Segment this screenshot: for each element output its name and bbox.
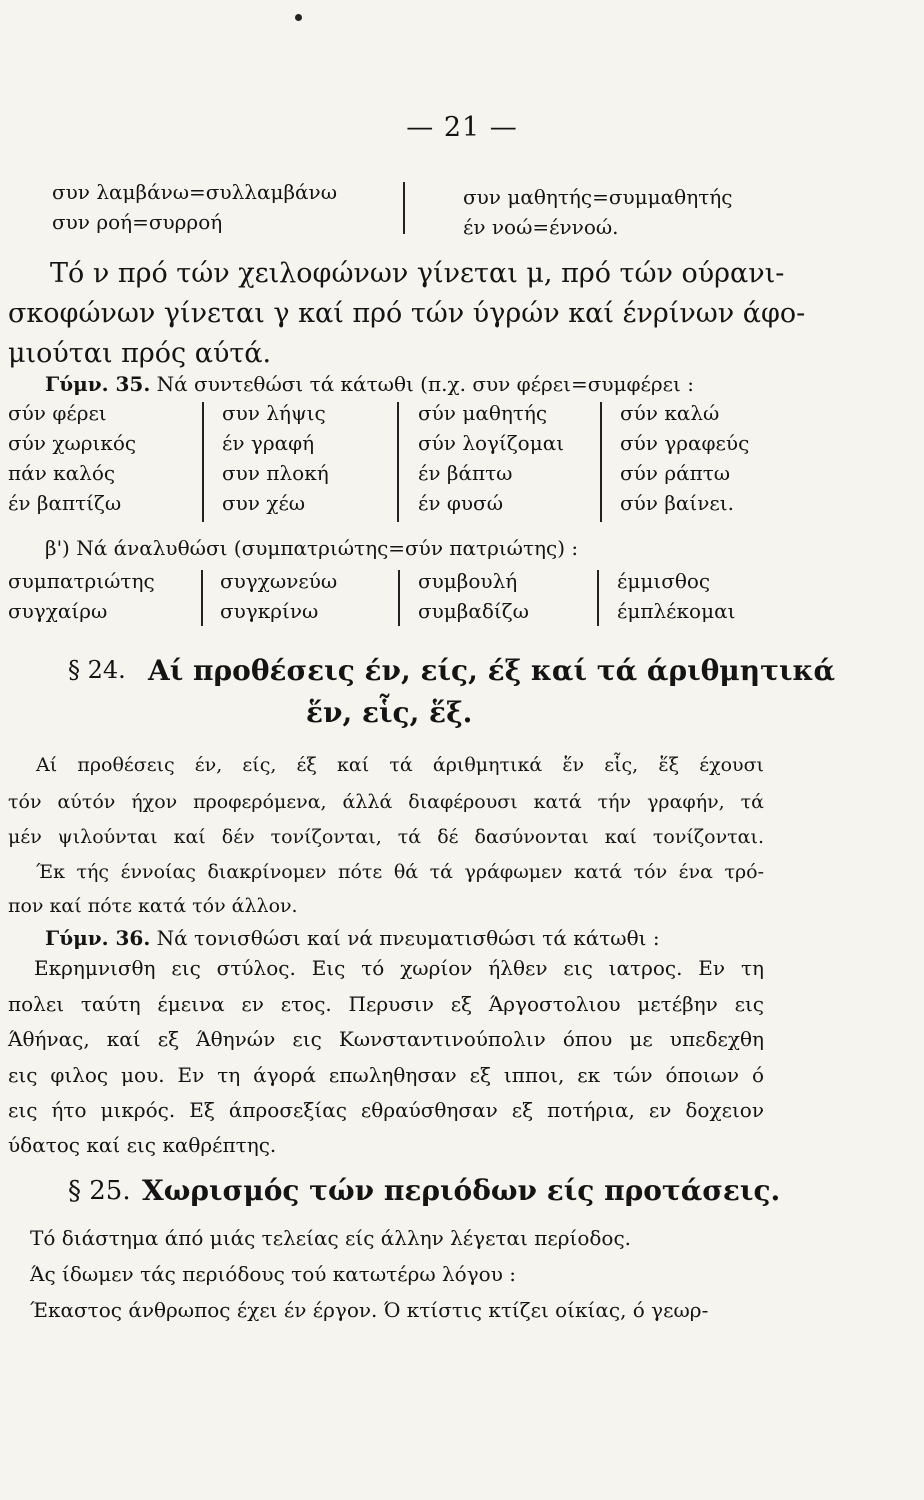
para24-line-3: μέν ψιλούνται καί δέν τονίζονται, τά δέ δασύνονται καί τονίζονται. — [8, 826, 764, 848]
page-number: — 21 — — [406, 112, 518, 143]
ex35b-item: συμπατριώτης — [8, 569, 155, 593]
para1-line-2: σκοφώνων γίνεται γ καί πρό τών ύγρών καί ένρίνων άφο- — [8, 298, 806, 329]
ex35-column-4 — [620, 398, 749, 518]
ex35-item: σύν ράπτω — [620, 461, 731, 485]
ex35-item: σύν λογίζομαι — [418, 431, 565, 455]
ex35b-item: έμπλέκομαι — [617, 599, 736, 623]
exercise-36-text: Νά τονισθώσι καί νά πνευματισθώσι τά κάτωθι : — [156, 926, 660, 950]
top-left-line-1: συν λαμβάνω=συλλαμβάνω — [52, 180, 337, 204]
ex35b-item: συμβουλή — [418, 569, 518, 593]
section-25-title: Χωρισμός τών περιόδων είς προτάσεις. — [142, 1174, 781, 1207]
para24-line-4: Έκ τής έννοίας διακρίνομεν πότε θά τά γράφωμεν κατά τόν ένα τρό- — [36, 861, 764, 883]
ex36-line-5: εις ήτο μικρός. Εξ άπροσεξίας εθραύσθησαν εξ ποτήρια, εν δοχειον — [8, 1098, 764, 1122]
column-divider — [597, 570, 599, 626]
ex36-line-1: Εκρημνισθη εις στύλος. Εις τό χωρίον ήλθεν εις ιατρος. Εν τη — [34, 956, 764, 980]
exercise-35-label: Γύμν. 35. — [45, 372, 151, 396]
ex35-column-3 — [418, 398, 564, 518]
section-24-number: § 24. — [68, 656, 126, 684]
section-24-title-line-2: ἕν, εἷς, ἕξ. — [306, 696, 473, 729]
ex35b-column-2 — [220, 566, 337, 626]
ink-speck — [295, 14, 302, 21]
ex35-item: σύν μαθητής — [418, 401, 548, 425]
para24-line-2: τόν αύτόν ήχον προφερόμενα, άλλά διαφέρουσι κατά τήν γραφήν, τά — [8, 791, 764, 813]
top-right-line-1: συν μαθητής=συμμαθητής — [463, 185, 733, 209]
para25-line-3: Έκαστος άνθρωπος έχει έν έργον. Ό κτίστις κτίζει οίκίας, ό γεωρ- — [30, 1298, 709, 1322]
ex35b-column-3 — [418, 566, 529, 626]
ex35b-item: έμμισθος — [617, 569, 711, 593]
para25-line-1: Τό διάστημα άπό μιάς τελείας είς άλλην λέγεται περίοδος. — [30, 1226, 632, 1250]
ex35-item: έν βαπτίζω — [8, 491, 122, 515]
ex35-item: έν φυσώ — [418, 491, 503, 515]
ex35b-column-4 — [617, 566, 735, 626]
top-right-line-2: έν νοώ=έννοώ. — [463, 215, 619, 239]
ex35b-item: συγκρίνω — [220, 599, 319, 623]
ex35-column-1 — [8, 398, 136, 518]
ex35b-item: συγχαίρω — [8, 599, 108, 623]
ex35-column-2 — [222, 398, 329, 518]
column-divider — [397, 402, 399, 522]
ex35b-item: συγχωνεύω — [220, 569, 338, 593]
section-25-number: § 25. — [68, 1176, 131, 1206]
para1-line-3: μιούται πρός αύτά. — [8, 338, 272, 369]
ex35b-column-1 — [8, 566, 155, 626]
ex35-item: έν γραφή — [222, 431, 315, 455]
section-24-title: Αί προθέσεις έν, είς, έξ καί τά άριθμητικά — [148, 654, 836, 687]
ex35-item: έν βάπτω — [418, 461, 513, 485]
ex36-line-4: εις φιλος μου. Εν τη άγορά επωληθησαν εξ ιπποι, εκ τών όποιων ό — [8, 1063, 764, 1087]
ex35-item: σύν βαίνει. — [620, 491, 734, 515]
exercise-35b-text: β') Νά άναλυθώσι (συμπατριώτης=σύν πατριώτης) : — [45, 536, 579, 560]
ex35-item: σύν χωρικός — [8, 431, 137, 455]
para24-line-1: Αί προθέσεις έν, είς, έξ καί τά άριθμητικά ἕν εἷς, ἕξ έχουσι — [36, 754, 764, 776]
column-divider — [201, 570, 203, 626]
exercise-35-text: Νά συντεθώσι τά κάτωθι (π.χ. συν φέρει=συμφέρει : — [156, 372, 694, 396]
para1-line-1: Τό ν πρό τών χειλοφώνων γίνεται μ, πρό τών ούρανι- — [50, 258, 785, 289]
ex35-item: σύν φέρει — [8, 401, 107, 425]
ex36-line-3: Άθήνας, καί εξ Άθηνών εις Κωνσταντινούπολιν όπου με υπεδεχθη — [8, 1027, 764, 1051]
ex36-line-2: πολει ταύτη έμεινα εν ετος. Περυσιν εξ Άργοστολιου μετέβην εις — [8, 992, 764, 1016]
column-divider — [403, 182, 405, 234]
ex35-item: συν πλοκή — [222, 461, 329, 485]
column-divider — [600, 402, 602, 522]
ex35-item: σύν γραφεύς — [620, 431, 750, 455]
ex36-line-6: ύδατος καί εις καθρέπτης. — [8, 1133, 277, 1157]
exercise-36-label: Γύμν. 36. — [45, 926, 151, 950]
para25-line-2: Άς ίδωμεν τάς περιόδους τού κατωτέρω λόγου : — [30, 1262, 516, 1286]
ex35-item: σύν καλώ — [620, 401, 720, 425]
ex35-item: συν λήψις — [222, 401, 326, 425]
top-left-line-2: συν ροή=συρροή — [52, 210, 223, 234]
ex35-item: πάν καλός — [8, 461, 116, 485]
ex35b-item: συμβαδίζω — [418, 599, 529, 623]
ex35-item: συν χέω — [222, 491, 306, 515]
column-divider — [398, 570, 400, 626]
column-divider — [202, 402, 204, 522]
para24-line-5: πον καί πότε κατά τόν άλλον. — [8, 895, 298, 917]
